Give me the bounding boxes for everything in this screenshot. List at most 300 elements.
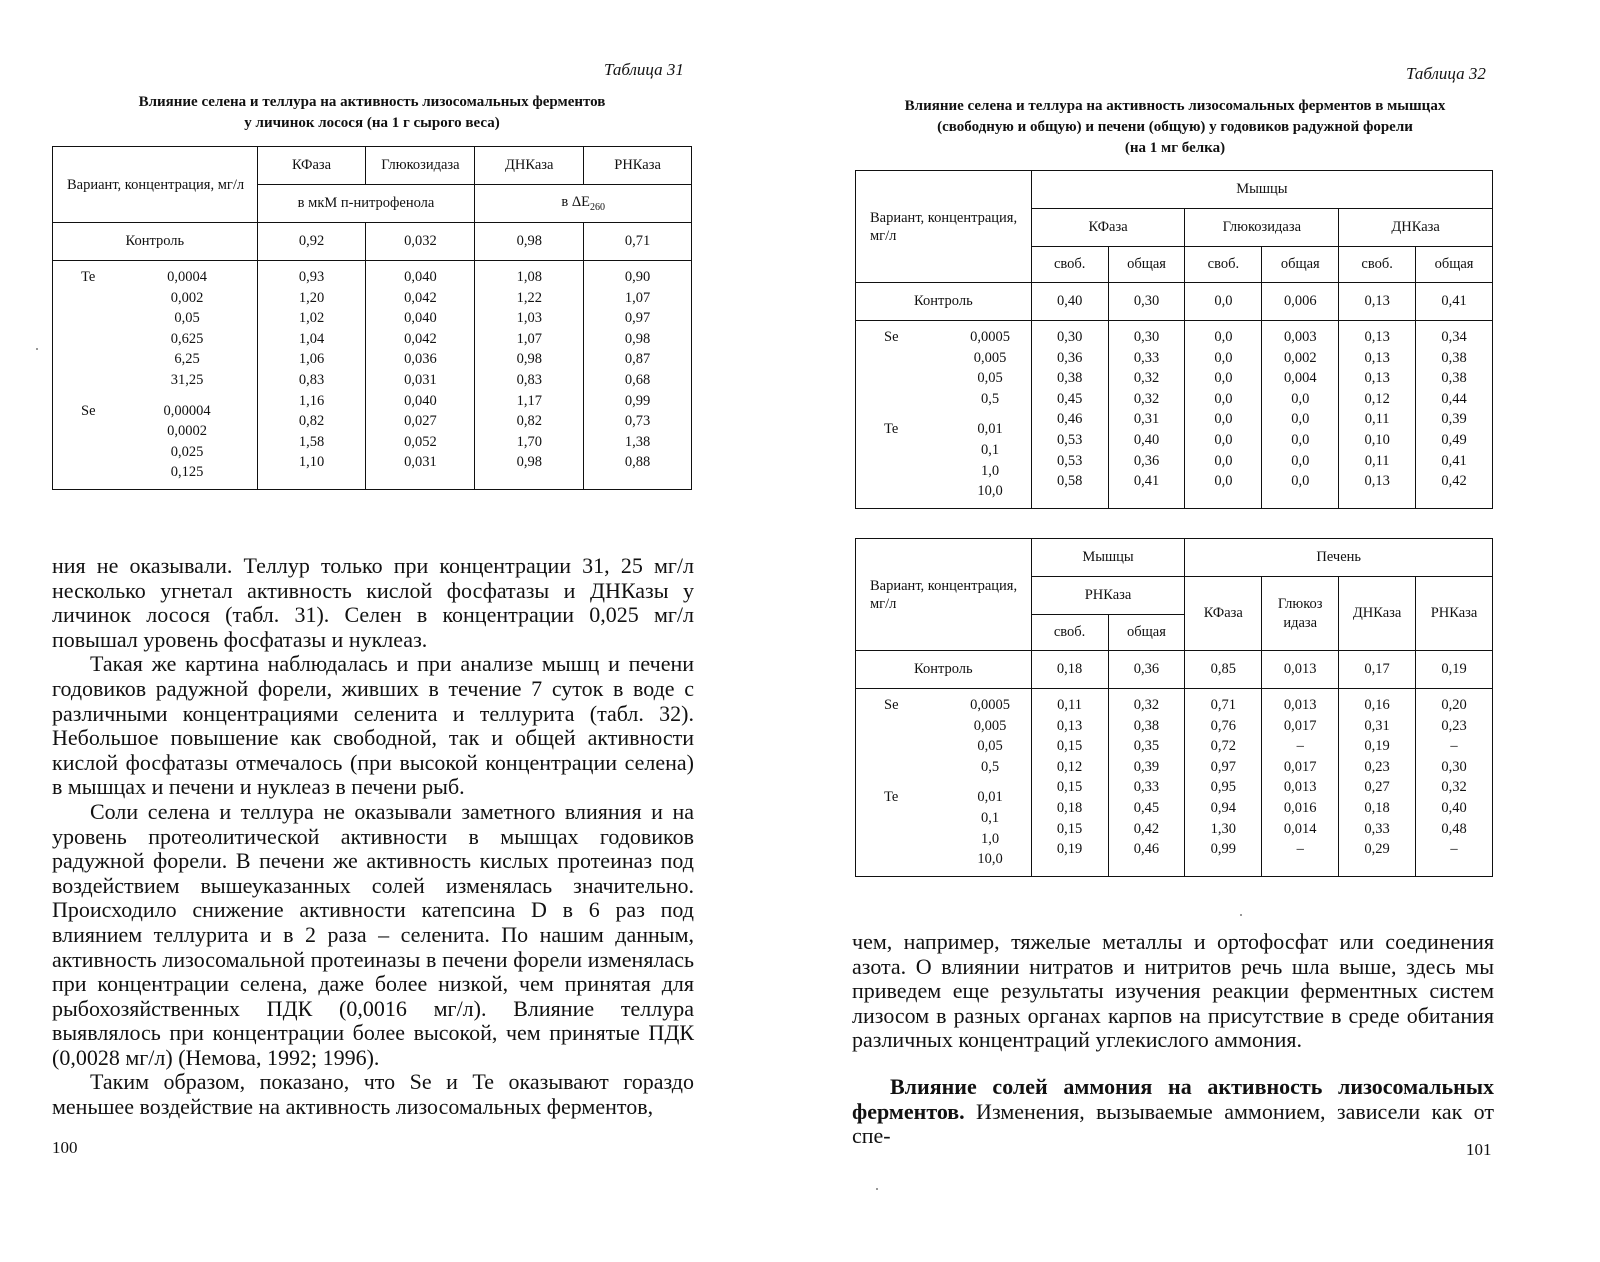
value-column (366, 261, 475, 490)
table-cell-value: 0,0 (1291, 390, 1310, 407)
table-cell-value: 0,32 (1133, 390, 1160, 407)
variant-concentration-cell (53, 261, 258, 490)
table-cell-value: 0,0 (1214, 411, 1233, 428)
table-cell-value: 0,38 (1441, 349, 1467, 366)
element-label (53, 442, 151, 463)
table-cell-value: 0,58 (1056, 473, 1083, 490)
table-cell-value: 0,68 (624, 371, 651, 388)
table-cell-value: 1,02 (298, 310, 325, 327)
table-cell-value: 0,15 (1056, 738, 1083, 755)
table-cell-value: 0,38 (1056, 370, 1083, 387)
variant-row-label (53, 288, 253, 309)
table-cell-value: 0,19 (1056, 841, 1083, 858)
table32b-col-glucosidase (1262, 577, 1339, 651)
concentration-value: 0,5 (980, 758, 1000, 775)
table-cell-value: 1,04 (298, 330, 325, 347)
table-cell-value: 0,031 (404, 454, 437, 471)
table-cell-value: 0,76 (1210, 717, 1236, 734)
table-cell-value: 0,40 (1441, 799, 1467, 816)
value-column (1339, 321, 1416, 509)
table-cell-value: 1,08 (516, 269, 542, 285)
page-number-right: 101 (1466, 1140, 1492, 1159)
variant-row-label (856, 419, 1027, 440)
table32b-control-value: 0,013 (1262, 651, 1339, 689)
element-label (53, 421, 151, 442)
group-gap (53, 391, 253, 401)
table-cell-value: 0,0 (1214, 349, 1233, 366)
table-cell-value: 0,82 (516, 413, 542, 430)
value-column (1031, 689, 1108, 877)
table-cell-value: 0,0 (1214, 329, 1233, 345)
table-cell-value: 1,70 (516, 433, 542, 450)
table31 (52, 146, 692, 490)
table32b-control-value: 0,18 (1031, 651, 1108, 689)
table-cell-value: 0,042 (404, 330, 437, 347)
value-column (1185, 689, 1262, 877)
table-cell-value: 1,10 (298, 454, 325, 471)
table-cell-value: 1,38 (624, 433, 651, 450)
element-label (53, 462, 151, 483)
variant-row-label (856, 787, 1027, 808)
table-cell-value: 0,46 (1056, 411, 1083, 428)
table31-control-value: 0,92 (257, 223, 366, 261)
paragraph-heading (852, 1075, 1494, 1149)
table-cell-value: 0,33 (1364, 820, 1390, 837)
table32-control-value: 0,30 (1108, 283, 1185, 321)
table31-title-line1: Влияние селена и теллура на активность лизосомальных ферментов (138, 94, 606, 110)
table-cell-value: 0,98 (516, 454, 542, 471)
value-column (1108, 689, 1185, 877)
element-label: Se (884, 329, 899, 345)
table-cell-value: 0,052 (404, 433, 437, 450)
table32-title (855, 96, 1495, 159)
element-label (856, 440, 954, 461)
table32b-control-value: 0,85 (1185, 651, 1262, 689)
variant-row-label (53, 401, 253, 422)
group-gap (856, 777, 1027, 787)
table-cell-value: 0,004 (1283, 370, 1317, 387)
value-column (1416, 321, 1493, 509)
table-cell-value: 0,98 (516, 351, 542, 368)
table-cell-value: 0,87 (624, 351, 651, 368)
concentration-value: 0,002 (170, 289, 204, 306)
table-cell-value: 0,33 (1133, 779, 1160, 796)
table-cell-value: 0,11 (1057, 697, 1083, 713)
concentration-value: 0,0004 (167, 269, 207, 285)
element-label (856, 348, 954, 369)
table31-caption: Таблица 31 (604, 60, 684, 79)
table-cell-value: 0,94 (1210, 799, 1236, 816)
table31-title (52, 92, 692, 134)
table-cell-value: 1,58 (298, 433, 325, 450)
table-cell-value: 0,36 (1056, 349, 1083, 366)
table-cell-value: 0,18 (1056, 799, 1083, 816)
element-label (856, 481, 954, 502)
value-column (257, 261, 366, 490)
table-cell-value: 0,31 (1133, 411, 1160, 428)
concentration-value: 31,25 (170, 371, 204, 388)
concentration-value: 0,05 (977, 738, 1003, 755)
element-label (53, 370, 151, 391)
variant-row-label (53, 462, 253, 483)
table-cell-value: 0,32 (1133, 370, 1160, 387)
table-cell-value: 0,29 (1364, 841, 1390, 858)
concentration-value: 0,0002 (167, 423, 207, 440)
variant-row-label (856, 481, 1027, 502)
table31-unit-b (475, 185, 692, 223)
table32b-col-kfaza: КФаза (1185, 577, 1262, 651)
concentration-value: 10,0 (977, 851, 1003, 868)
value-column (1108, 321, 1185, 509)
table32b-variant-header: Вариант, концентрация, мг/л (856, 539, 1032, 651)
table-cell-value: 0,017 (1283, 717, 1317, 734)
element-label (53, 349, 151, 370)
table32b-control-label: Контроль (856, 651, 1032, 689)
variant-row-label (53, 421, 253, 442)
table31-variant-header: Вариант, концентрация, мг/л (53, 147, 258, 223)
right-page (800, 0, 1600, 1262)
table32-control-value: 0,13 (1339, 283, 1416, 321)
table-cell-value: 0,34 (1441, 329, 1467, 345)
table32b-muscles-header: Мышцы (1031, 539, 1185, 577)
table-cell-value: 0,0 (1214, 370, 1233, 387)
paragraph: ния не оказывали. Теллур только при концентрации 31, 25 мг/л несколько угнетал активность кислой фосфатазы и ДНКазы у личинок лосося (табл. 31). Селен в концентрации 0,025 мг/л повышал уровень фосфатазы и нуклеаз. (52, 553, 694, 652)
table-cell-value: 0,017 (1283, 758, 1317, 775)
element-label (856, 716, 954, 737)
variant-row-label (856, 716, 1027, 737)
table-cell-value: 0,97 (1210, 758, 1236, 775)
table32-control-value: 0,006 (1262, 283, 1339, 321)
table32b-body (856, 689, 1493, 877)
table32-control-value: 0,40 (1031, 283, 1108, 321)
table-cell-value: 0,90 (624, 269, 651, 285)
table-cell-value: 1,07 (516, 330, 542, 347)
variant-row-label (53, 329, 253, 350)
table-cell-value: 0,040 (404, 392, 437, 409)
value-column (584, 261, 692, 490)
table-cell-value: 0,32 (1133, 697, 1160, 713)
table32-total-header: общая (1108, 247, 1185, 283)
table-cell-value: 0,44 (1441, 390, 1467, 407)
table32-title-line1: Влияние селена и теллура на активность лизосомальных ферментов в мышцах (904, 98, 1446, 114)
table32-control-value: 0,0 (1185, 283, 1262, 321)
value-column (1262, 689, 1339, 877)
table-cell-value: 0,72 (1210, 738, 1236, 755)
table-cell-value: 0,35 (1133, 738, 1160, 755)
paragraph: Такая же картина наблюдалась и при анализе мышц и печени годовиков радужной форели, живших в течение 7 суток в воде с различными концентрациями селенита и теллурита (табл. 32). Небольшое повышение как свободной, так и общей активности кислой фосфатазы отмечалось (при высокой концентрации селена) в мышцах и печени и нуклеаз в печени рыб. (52, 651, 694, 800)
table31-control-value: 0,71 (584, 223, 692, 261)
table-cell-value: 0,016 (1283, 799, 1317, 816)
table32-control-value: 0,41 (1416, 283, 1493, 321)
table-cell-value: 1,22 (516, 289, 542, 306)
table32b-liver-header: Печень (1185, 539, 1493, 577)
table-cell-value: 0,13 (1056, 717, 1083, 734)
table-cell-value: 0,13 (1364, 329, 1390, 345)
variant-row-label (53, 349, 253, 370)
concentration-value: 0,5 (980, 390, 1000, 407)
table31-unit-b-prefix: в ΔE (561, 194, 590, 211)
table32b-total-header: общая (1108, 615, 1185, 651)
table-cell-value: 0,83 (516, 371, 542, 388)
variant-row-label (856, 829, 1027, 850)
table32-free-header: своб. (1031, 247, 1108, 283)
table32-free-header: своб. (1339, 247, 1416, 283)
table32-free-header: своб. (1185, 247, 1262, 283)
concentration-value: 1,0 (980, 462, 1000, 479)
table-cell-value: 0,38 (1133, 717, 1160, 734)
table-cell-value: 0,23 (1441, 717, 1467, 734)
table31-control-value: 0,98 (475, 223, 584, 261)
table-cell-value: 0,002 (1283, 349, 1317, 366)
table-cell-value: 0,11 (1364, 452, 1390, 469)
table-cell-value: 0,27 (1364, 779, 1390, 796)
table-cell-value: 0,83 (298, 371, 325, 388)
element-label (856, 461, 954, 482)
element-label: Te (884, 421, 899, 438)
table32-muscles-body (856, 321, 1493, 509)
table-cell-value: 0,003 (1283, 329, 1317, 345)
table32b-rnase-header: РНКаза (1031, 577, 1185, 615)
table-cell-value: 0,12 (1056, 758, 1083, 775)
paragraph: чем, например, тяжелые металлы и ортофосфат или соединения азота. О влиянии нитратов и нитритов речь шла выше, здесь мы приведем еще результаты изучения реакции ферментных систем лизосом в разных органах карпов на присутствие в среде обитания различных концентраций углекислого аммония. (852, 929, 1494, 1053)
table32b-control-value: 0,19 (1416, 651, 1493, 689)
table-cell-value: 0,49 (1441, 431, 1467, 448)
scan-speck (36, 348, 38, 350)
concentration-value: 6,25 (174, 351, 200, 368)
variant-row-label (856, 757, 1027, 778)
concentration-value: 1,0 (980, 830, 1000, 847)
element-label (53, 308, 151, 329)
table32-muscles-header: Мышцы (1031, 171, 1492, 209)
table-cell-value: 0,027 (404, 413, 437, 430)
concentration-value: 0,01 (977, 421, 1003, 438)
table31-col-glucosidase: Глюкозидаза (366, 147, 475, 185)
table-cell-value: – (1450, 738, 1458, 755)
variant-concentration-cell (856, 321, 1032, 509)
table31-body (53, 261, 692, 490)
concentration-value: 0,125 (170, 464, 204, 481)
table-cell-value: 0,19 (1364, 738, 1390, 755)
element-label: Te (884, 789, 899, 806)
table-cell-value: 0,0 (1214, 473, 1233, 490)
table-cell-value: 0,13 (1364, 473, 1390, 490)
table-cell-value: 0,48 (1441, 820, 1467, 837)
section-heading: Влияние солей аммония на активность лизосомальных ферментов. (852, 1073, 1494, 1124)
table-cell-value: 0,99 (1210, 841, 1236, 858)
page-number-left: 100 (52, 1138, 78, 1157)
table-cell-value: 0,20 (1441, 697, 1467, 713)
element-label: Te (81, 269, 96, 285)
table-cell-value: – (1296, 738, 1304, 755)
element-label (856, 736, 954, 757)
table-cell-value: 0,040 (404, 310, 437, 327)
table-cell-value: 0,42 (1133, 820, 1160, 837)
table-cell-value: 0,53 (1056, 431, 1083, 448)
element-label (856, 368, 954, 389)
table31-unit-a: в мкМ п-нитрофенола (257, 185, 475, 223)
element-label (856, 808, 954, 829)
table31-control-label: Контроль (53, 223, 258, 261)
concentration-value: 0,005 (973, 349, 1007, 366)
variant-row-label (53, 267, 253, 288)
table31-title-line2: у личинок лосося (на 1 г сырого веса) (244, 115, 500, 131)
table-cell-value: 0,45 (1133, 799, 1160, 816)
table-cell-value: 1,07 (624, 289, 651, 306)
table-cell-value: – (1296, 841, 1304, 858)
concentration-value: 0,0005 (970, 329, 1010, 345)
variant-row-label (856, 389, 1027, 410)
scan-speck (1240, 914, 1242, 916)
paragraph-continuation: Изменения, вызываемые аммонием, зависели как от спе- (852, 1098, 1494, 1149)
concentration-value: 0,00004 (163, 402, 211, 419)
value-column (1416, 689, 1493, 877)
paragraph: Таким образом, показано, что Se и Te оказывают гораздо меньшее воздействие на активность лизосомальных ферментов, (52, 1069, 694, 1120)
table-cell-value: 0,97 (624, 310, 651, 327)
concentration-value: 0,025 (170, 443, 204, 460)
table32-col-dnase: ДНКаза (1339, 209, 1493, 247)
concentration-value: 0,1 (980, 809, 1000, 826)
table-cell-value: 0,040 (404, 269, 437, 285)
table-cell-value: 0,013 (1283, 779, 1317, 796)
concentration-value: 0,0005 (970, 697, 1010, 713)
table-cell-value: 1,30 (1210, 820, 1236, 837)
table31-col-kfaza: КФаза (257, 147, 366, 185)
variant-concentration-cell (856, 689, 1032, 877)
table-cell-value: 0,32 (1441, 779, 1467, 796)
value-column (1339, 689, 1416, 877)
value-column (1262, 321, 1339, 509)
table-cell-value: 0,0 (1291, 411, 1310, 428)
table-cell-value: 0,30 (1441, 758, 1467, 775)
table-cell-value: 0,13 (1364, 370, 1390, 387)
table-cell-value: 0,95 (1210, 779, 1236, 796)
table-cell-value: 0,42 (1441, 473, 1467, 490)
table31-col-dnase: ДНКаза (475, 147, 584, 185)
table-cell-value: 0,73 (624, 413, 651, 430)
value-column (1031, 321, 1108, 509)
table-cell-value: 0,13 (1364, 349, 1390, 366)
variant-row-label (53, 370, 253, 391)
table32-muscles (855, 170, 1493, 509)
table-cell-value: 0,12 (1364, 390, 1390, 407)
scan-speck (876, 1188, 878, 1190)
table-cell-value: 0,82 (298, 413, 325, 430)
table-cell-value: 0,36 (1133, 452, 1160, 469)
concentration-value: 0,1 (980, 441, 1000, 458)
variant-row-label (856, 368, 1027, 389)
table-cell-value: 0,036 (404, 351, 437, 368)
element-label: Se (884, 697, 899, 713)
variant-row-label (856, 327, 1027, 348)
variant-row-label (856, 348, 1027, 369)
element-label (856, 757, 954, 778)
table-cell-value: 0,40 (1133, 431, 1160, 448)
table-cell-value: 1,16 (298, 392, 325, 409)
variant-row-label (856, 440, 1027, 461)
table32b-col-glucosidase-label: Глюкозидаза (1277, 595, 1323, 631)
table32b-free-header: своб. (1031, 615, 1108, 651)
variant-row-label (856, 808, 1027, 829)
table-cell-value: 1,03 (516, 310, 542, 327)
table-cell-value: 0,93 (298, 269, 325, 285)
table-cell-value: 0,15 (1056, 779, 1083, 796)
table-cell-value: 0,45 (1056, 390, 1083, 407)
table-cell-value: – (1450, 841, 1458, 858)
table-cell-value: 0,30 (1133, 329, 1160, 345)
variant-row-label (53, 308, 253, 329)
table-cell-value: 0,33 (1133, 349, 1160, 366)
element-label (53, 329, 151, 350)
table32-col-kfaza: КФаза (1031, 209, 1185, 247)
table-cell-value: 0,98 (624, 330, 651, 347)
table31-control-value: 0,032 (366, 223, 475, 261)
table-cell-value: 0,88 (624, 454, 651, 471)
variant-row-label (856, 849, 1027, 870)
right-body-text (852, 930, 1494, 1149)
table-cell-value: 0,53 (1056, 452, 1083, 469)
table-cell-value: 0,15 (1056, 820, 1083, 837)
concentration-value: 10,0 (977, 483, 1003, 500)
paragraph: Соли селена и теллура не оказывали заметного влияния и на уровень протеолитической активности в мышцах годовиков радужной форели. В печени же активность кислых протеиназ под воздействием вышеуказанных солей изменялась значительно. Происходило снижение активности катепсина D в 6 раз под влиянием теллурита и в 2 раза – селенита. По нашим данным, активность лизосомальной протеиназы в печени форели изменялась при концентрации селена, даже более низкой, чем принятая для рыбохозяйственных ПДК (0,0016 мг/л). Влияние теллура выявлялось при концентрации более высокой, чем принятые ПДК (0,0028 мг/л) (Немова, 1992; 1996). (52, 798, 694, 1070)
concentration-value: 0,05 (174, 310, 200, 327)
value-column (1185, 321, 1262, 509)
table-cell-value: 1,06 (298, 351, 325, 368)
table31-col-rnase: РНКаза (584, 147, 692, 185)
table-cell-value: 0,23 (1364, 758, 1390, 775)
value-column (475, 261, 584, 490)
table-cell-value: 0,013 (1283, 697, 1317, 713)
table-cell-value: 0,0 (1214, 452, 1233, 469)
element-label (856, 389, 954, 410)
table-cell-value: 0,46 (1133, 841, 1160, 858)
table-cell-value: 0,10 (1364, 431, 1390, 448)
table32-total-header: общая (1262, 247, 1339, 283)
table-cell-value: 0,031 (404, 371, 437, 388)
table-cell-value: 0,41 (1441, 452, 1467, 469)
table32-title-line3: (на 1 мг белка) (1124, 140, 1226, 156)
concentration-value: 0,01 (977, 789, 1003, 806)
table32b-col-rnase: РНКаза (1416, 577, 1493, 651)
table-cell-value: 0,41 (1133, 473, 1160, 490)
variant-row-label (856, 736, 1027, 757)
concentration-value: 0,005 (973, 717, 1007, 734)
element-label: Se (81, 402, 96, 419)
table-cell-value: 1,20 (298, 289, 325, 306)
table-cell-value: 0,0 (1291, 431, 1310, 448)
table-cell-value: 0,014 (1283, 820, 1317, 837)
group-gap (856, 409, 1027, 419)
table-cell-value: 0,38 (1441, 370, 1467, 387)
table-cell-value: 0,39 (1441, 411, 1467, 428)
element-label (856, 849, 954, 870)
table32-variant-header: Вариант, концентрация, мг/л (856, 171, 1032, 283)
table-cell-value: 0,39 (1133, 758, 1160, 775)
table-cell-value: 0,30 (1056, 329, 1083, 345)
left-body-text (52, 554, 694, 1120)
table32b-col-dnase: ДНКаза (1339, 577, 1416, 651)
table-cell-value: 1,17 (516, 392, 542, 409)
table-cell-value: 0,11 (1364, 411, 1390, 428)
variant-row-label (856, 461, 1027, 482)
table-cell-value: 0,71 (1210, 697, 1236, 713)
variant-row-label (856, 695, 1027, 716)
table-cell-value: 0,18 (1364, 799, 1390, 816)
table32-title-line2: (свободную и общую) и печени (общую) у годовиков радужной форели (937, 119, 1413, 135)
table32b-control-value: 0,36 (1108, 651, 1185, 689)
table-cell-value: 0,16 (1364, 697, 1390, 713)
table32-control-label: Контроль (856, 283, 1032, 321)
table32-total-header: общая (1416, 247, 1493, 283)
